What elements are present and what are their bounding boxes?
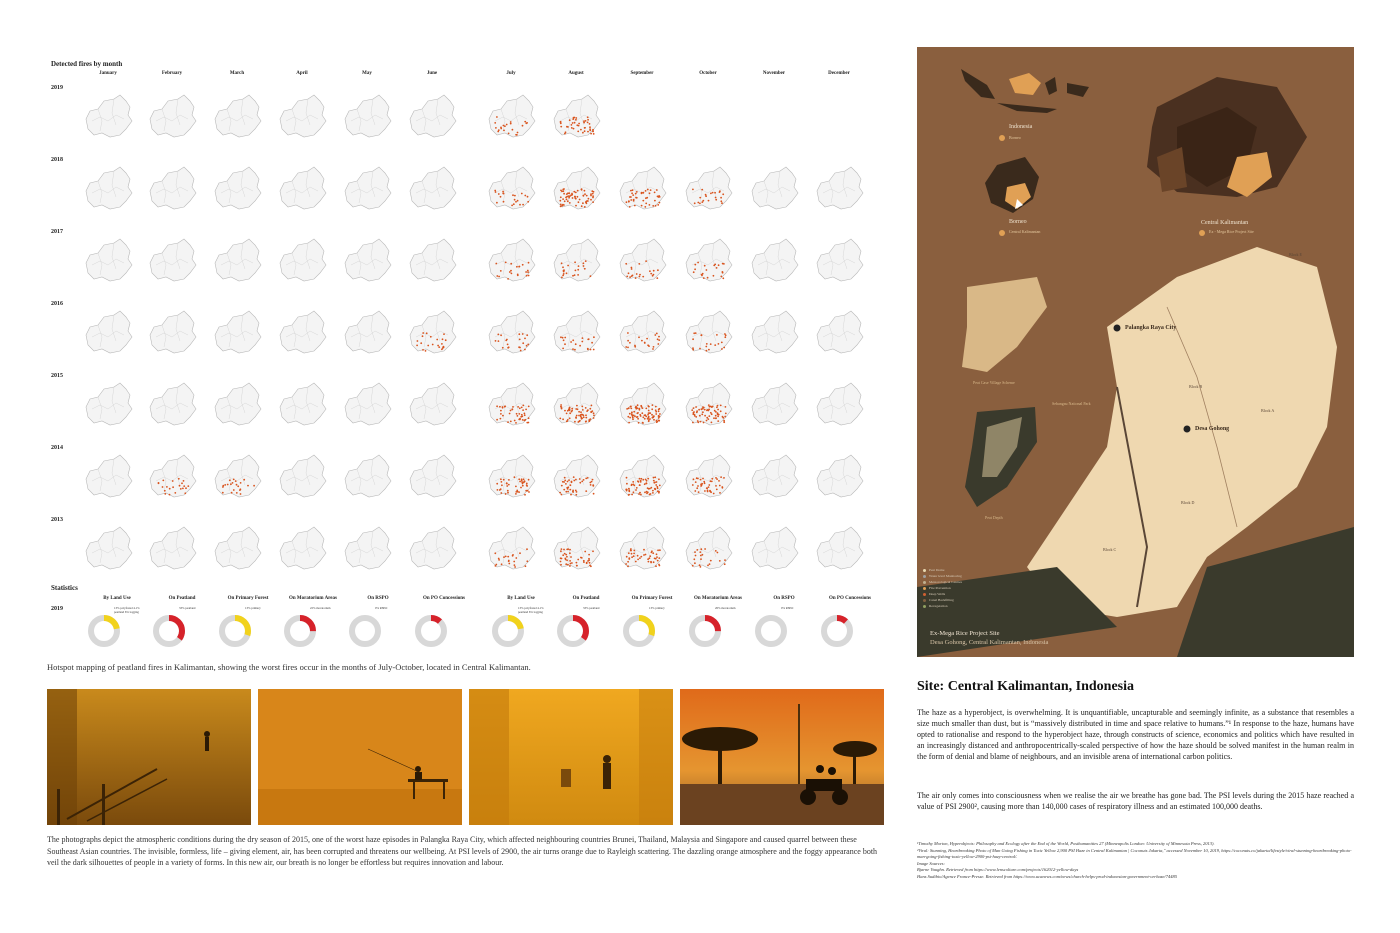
year-label: 2014 [51,445,63,451]
borneo-fire-map [680,379,736,429]
statistics-note: 0% RSPO [375,606,388,610]
footnote: ¹Timothy Morton, Hyperobjects: Philosophy and Ecology after the End of the World, Posthumanities 27 (Minneapolis London: University of Minnesota Press, 2013). [917,841,1215,846]
borneo-fire-map [680,307,736,357]
label-indonesia: Indonesia [1009,124,1033,130]
year-label: 2016 [51,301,63,307]
month-header: November [762,71,786,76]
hotspot-caption: Hotspot mapping of peatland fires in Kalimantan, showing the worst fires occur in the months of July-October, located in Central Kalimantan. [47,662,531,672]
statistics-note: 33% peatland [583,606,600,610]
borneo-fire-map [614,235,670,285]
statistics-donut [622,614,656,648]
statistics-header: By Land Use [103,596,131,601]
footnote: Bjarne Vaughn. Retrieved from https://www.lenscolture.com/projects/162012-yellow-days [917,867,1079,872]
statistics-donut [491,614,525,648]
site-paragraph-2: The air only comes into consciousness when we realise the air we breathe has gone bad. The PSI levels during the 2015 haze reached a value of PSI 2900², causing more than 140,000 cases of respiratory illness and an estimated 100,000 deaths. [917,791,1354,811]
footnotes [917,841,1354,880]
label-indonesia-sub: Borneo [1009,135,1021,140]
month-header: August [568,71,584,76]
label-peat-case: Peat Case Village Scheme [973,380,1015,385]
borneo-fire-map [811,379,867,429]
borneo-fire-map [144,379,200,429]
borneo-inset-map [985,157,1039,213]
borneo-fire-map [680,163,736,213]
year-label: 2018 [51,157,63,163]
borneo-fire-map [404,523,460,573]
borneo-fire-map [614,379,670,429]
borneo-fire-map [614,451,670,501]
statistics-note: 13% primary [245,606,261,610]
borneo-fire-map [209,379,265,429]
borneo-fire-map [80,163,136,213]
haze-photo-street [469,689,673,825]
label-borneo: Borneo [1009,219,1027,225]
statistics-header: On Moratorium Areas [694,596,742,601]
legend-swatch-icon [923,599,926,602]
year-label: 2017 [51,229,63,235]
borneo-fire-map [746,523,802,573]
borneo-fire-map [80,307,136,357]
month-header: September [630,71,654,76]
statistics-donut [754,614,788,648]
borneo-fire-map [209,523,265,573]
statistics-header: On RSPO [367,596,389,601]
month-header: October [699,71,717,76]
month-header: April [296,71,308,76]
borneo-fire-map [548,163,604,213]
label-block-c: Block C [1103,547,1117,552]
borneo-fire-map [680,235,736,285]
haze-photo-fence [47,689,251,825]
borneo-fire-map [274,91,330,141]
borneo-fire-map [274,235,330,285]
legend-label: Meteorological Centres [929,580,962,584]
borneo-fire-map [548,523,604,573]
label-block-d: Block D [1181,500,1195,505]
borneo-fire-map [746,451,802,501]
borneo-fire-map [339,379,395,429]
legend-label: Fire Prevention [929,586,951,590]
borneo-fire-map [483,523,539,573]
borneo-fire-map [811,451,867,501]
statistics-header: On Moratorium Areas [289,596,337,601]
site-map-title: Ex-Mega Rice Project Site [930,630,1000,637]
statistics-note: 13% polyfrated 4.1% peatland 6% logging [518,606,544,614]
statistics-header: On PO Concessions [829,596,871,601]
statistics-donut [87,614,121,648]
label-central-kalimantan-sub: Ex - Mega Rice Project Site [1209,229,1254,234]
month-header: March [229,71,245,76]
borneo-fire-map [339,523,395,573]
borneo-fire-map [404,379,460,429]
legend-label: Revegetation [929,604,948,608]
legend-swatch-icon [923,593,926,596]
borneo-fire-map [404,235,460,285]
borneo-fire-map [483,91,539,141]
borneo-fire-map [339,307,395,357]
statistics-note: 22% moratorium [310,606,331,610]
month-header: July [506,71,516,76]
borneo-fire-map [483,451,539,501]
borneo-fire-map [144,91,200,141]
statistics-donut [152,614,186,648]
borneo-fire-map [548,379,604,429]
borneo-fire-map [746,379,802,429]
borneo-fire-map [80,451,136,501]
borneo-fire-map [144,523,200,573]
borneo-fire-map [548,235,604,285]
borneo-fire-map [144,235,200,285]
borneo-fire-map [144,307,200,357]
borneo-fire-map [680,523,736,573]
legend-label: Water level Monitoring [929,574,962,578]
map-legend-item [923,603,1023,609]
statistics-donut [348,614,382,648]
label-central-kalimantan: Central Kalimantan [1201,220,1249,226]
footnote: ²Viral: Stunning, Heartbreaking Photo of Man Going Fishing in Toxic Yellow 2,900 PSI Haze in Central Kalimantan | Coconuts Jakarta," accessed November 10, 2019, https://coconuts.co/jakarta/lifestyle/viral-stunning-heartbreaking-photo-man-going-fishing-toxic-yellow-2900-psi-hazy-central/. [917,847,1352,859]
statistics-header: On Primary Forest [631,596,673,601]
photographs-caption: The photographs depict the atmospheric conditions during the dry season of 2015, one of the worst haze episodes in Palangka Raya City, which affected neighbouring countries Brunei, Thailand, Malaysia and Singapore and caused quarrel between these Southeast Asian countries. The invisible, formless, life – giving element, air, has been corrupted and threatens our wellbeing. At PSI levels of 2900, the air turns orange due to Rayleigh scattering. The dazzling orange atmosphere and the foggy appearance both veil the dark silhouettes of people in a variety of forms. In this new air, our breath is no longer be effortless but requires innovation and labour. [47,835,878,867]
haze-photo-fisherman [258,689,462,825]
statistics-year: 2019 [51,606,63,612]
borneo-fire-map [339,91,395,141]
borneo-fire-map [811,307,867,357]
footnote: Hans Sudibio/Agence France-Presse. Retrieved from https://www.ucanews.com/news/church-helps-prod-indonesian-government-on-haze/74485 [917,873,1177,879]
legend-label: Deep Wells [929,592,946,596]
statistics-note: 33% peatland [179,606,196,610]
statistics-donut [218,614,252,648]
borneo-fire-map [339,163,395,213]
haze-photo-motorcycle [680,689,884,825]
indonesia-inset-map [961,69,1089,113]
borneo-fire-map [483,163,539,213]
month-header: May [362,71,372,76]
peat-case-village-inset [962,277,1047,372]
borneo-fire-map [274,379,330,429]
month-header: January [99,71,117,76]
footnote: Image Sources: [917,860,945,866]
borneo-fire-map [404,307,460,357]
borneo-fire-map [614,163,670,213]
year-label: 2015 [51,373,63,379]
month-header: June [426,71,438,76]
statistics-donut [820,614,854,648]
site-map-panel [917,47,1354,657]
year-label: 2019 [51,85,63,91]
statistics-title: Statistics [51,584,78,592]
legend-swatch-icon [923,581,926,584]
month-header: February [161,71,183,76]
borneo-fire-map [483,379,539,429]
label-desa-gohong: Desa Gohong [1195,426,1230,432]
borneo-fire-map [339,451,395,501]
statistics-header: On Primary Forest [227,596,269,601]
site-heading: Site: Central Kalimantan, Indonesia [917,679,1135,694]
borneo-fire-map [274,451,330,501]
borneo-fire-map [746,307,802,357]
borneo-fire-map [209,451,265,501]
statistics-header: On PO Concessions [423,596,465,601]
map-legend [923,567,1023,609]
label-block-e: Block E [1289,252,1302,257]
borneo-fire-map [746,235,802,285]
borneo-fire-map [548,307,604,357]
legend-swatch-icon [923,605,926,608]
borneo-fire-map [80,523,136,573]
borneo-fire-map [339,235,395,285]
statistics-header: On Peatland [572,596,600,601]
borneo-fire-map [80,235,136,285]
label-block-b: Block B [1189,384,1203,389]
legend-label: Peat Dome [929,568,945,572]
borneo-fire-map [811,235,867,285]
statistics-note: 0% RSPO [781,606,794,610]
legend-swatch-icon [923,569,926,572]
borneo-fire-map [274,307,330,357]
label-peat-depth: Peat Depth [985,515,1003,520]
statistics-header: By Land Use [507,596,535,601]
borneo-fire-map [209,235,265,285]
borneo-fire-map [144,451,200,501]
legend-swatch-icon [923,587,926,590]
label-block-a: Block A [1261,408,1275,413]
site-paragraph-1: The haze as a hyperobject, is overwhelming. It is unquantifiable, uncapturable and seemingly infinite, as a substance that resembles a size much smaller than dust, but is “massively distributed in time and space relative to humans.”¹ In response to the haze, humans have opted to rationalise and respond to the hyperobject haze, through constructs of science, economics and politics which have resulted in an increasingly distanced and anthropocentrically-scaled perspective of how the haze should be solved manifest in the human realm in the form of denial and blame of neighbours, and an invisible arena of international carbon politics. [917,708,1354,761]
borneo-fire-map [548,91,604,141]
borneo-fire-map [80,379,136,429]
borneo-fire-map [811,163,867,213]
label-borneo-sub: Central Kalimantan [1009,229,1041,234]
month-header: December [828,71,850,76]
borneo-fire-map [483,307,539,357]
statistics-header: On Peatland [168,596,196,601]
borneo-fire-map [80,91,136,141]
legend-swatch-icon [923,575,926,578]
statistics-note: 13% primary [649,606,665,610]
borneo-fire-map [811,523,867,573]
statistics-note: 26% moratorium [715,606,736,610]
label-palangka-raya-city: Palangka Raya City [1125,325,1177,331]
borneo-fire-map [274,163,330,213]
borneo-fire-map [614,523,670,573]
borneo-fire-map [209,91,265,141]
statistics-donut [283,614,317,648]
label-sebangau: Sebangau National Park [1052,401,1091,406]
statistics-donut [556,614,590,648]
borneo-fire-map [746,163,802,213]
statistics-note: 13% polyfrated 4.1% peatland 6% logging [114,606,140,614]
borneo-fire-map [144,163,200,213]
statistics-header: On RSPO [773,596,795,601]
legend-label: Canal Backfilling [929,598,954,602]
borneo-fire-map [209,307,265,357]
borneo-fire-map [680,451,736,501]
borneo-fire-map [404,91,460,141]
borneo-fire-map [614,307,670,357]
borneo-fire-map [209,163,265,213]
statistics-donut [688,614,722,648]
borneo-fire-map [548,451,604,501]
borneo-fire-map [483,235,539,285]
fires-grid-title: Detected fires by month [51,60,123,68]
borneo-fire-map [404,451,460,501]
central-kalimantan-inset-map [1147,77,1307,197]
borneo-fire-map [274,523,330,573]
site-map-subtitle: Desa Gohong, Central Kalimantan, Indonesia [930,639,1049,646]
borneo-fire-map [404,163,460,213]
statistics-donut [414,614,448,648]
year-label: 2013 [51,517,63,523]
